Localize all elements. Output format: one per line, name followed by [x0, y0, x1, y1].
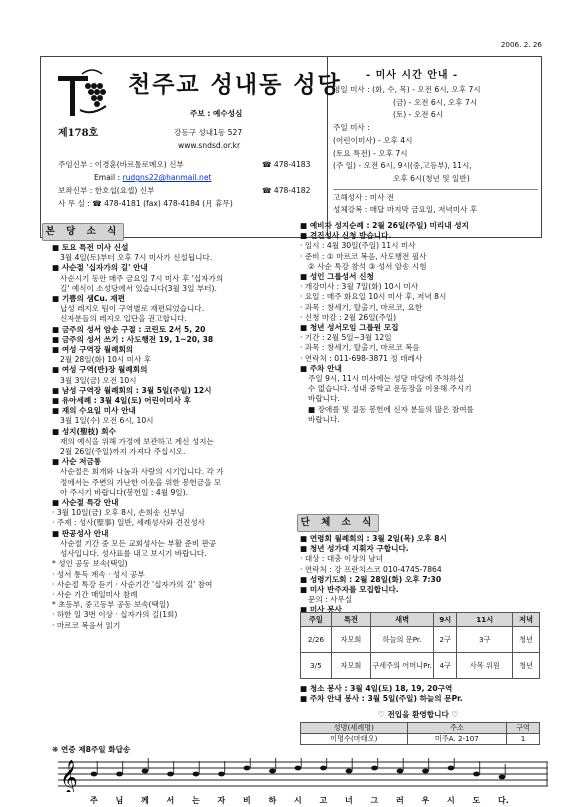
- lyric-syllable: 우: [421, 796, 430, 805]
- table-header: 9시: [434, 613, 457, 627]
- section-parish-news: 본 당 소 식: [42, 223, 124, 241]
- notice-line: · 대상 : 대충 이상의 남녀: [300, 554, 384, 564]
- welcome-cell: 1: [507, 734, 540, 745]
- after-table-notices: [300, 684, 545, 704]
- pastor-phone: ☎ 478-4183: [262, 160, 311, 169]
- mass-title: - 미사 시간 안내 -: [366, 70, 459, 81]
- notice-line: ■ 미사 반주자를 모집합니다.: [300, 585, 399, 595]
- lyric-syllable: 하: [268, 796, 277, 805]
- table-row: [301, 653, 540, 679]
- notice-line: ■ 청년 성서모임 그룹원 모집: [300, 323, 399, 333]
- music-note: [320, 766, 327, 771]
- table-header: 11시: [457, 613, 513, 627]
- table-cell: 4구: [434, 653, 457, 679]
- mass-schedule: [333, 84, 538, 217]
- table-cell: 2/26: [301, 627, 332, 653]
- mass-service-table: [300, 612, 540, 679]
- notice-line: ■ 남성 구역장 월례회의 : 3월 5일(주일) 12시: [52, 385, 212, 395]
- section-group-news: 단 체 소 식: [297, 514, 379, 532]
- notice-line: 문의 : 사무실: [308, 595, 353, 605]
- notice-line: ■ 토요 특전 미사 신설: [52, 243, 129, 252]
- issue-number: 제178호: [58, 128, 99, 139]
- table-cell: 자모회: [331, 653, 370, 679]
- lyric-syllable: 시: [294, 796, 302, 805]
- table-row: [301, 627, 540, 653]
- welcome-cell: 미주A. 2-107: [407, 734, 507, 745]
- music-note: [397, 769, 404, 774]
- lyric-syllable: 비: [243, 796, 251, 805]
- group-news-column: [300, 534, 545, 616]
- notice-line: ■ 주차 안내: [300, 363, 342, 373]
- table-header-row: [301, 613, 540, 627]
- notice-line: 2월 26일(주일)까지 가져다 주십시오.: [60, 447, 186, 457]
- notice-line: 납성 레지오 팀이 구역별로 재편되었습니다.: [60, 304, 205, 314]
- music-note: [116, 772, 123, 777]
- parish-website[interactable]: www.sndsd.or.kr: [178, 141, 241, 150]
- notice-line: ■ 성지(聖枝) 회수: [52, 426, 116, 436]
- notice-line: ■ 미사 봉사: [300, 605, 342, 615]
- notice-line: · 성서 통독 계속 · 성시 공부: [52, 569, 145, 579]
- patron-label: 주보 : 예수성심: [190, 109, 243, 118]
- notices-column: [300, 221, 545, 425]
- music-note: [91, 772, 98, 777]
- notice-line: ■ 사순 저금통: [52, 457, 102, 467]
- assistant-phone: ☎ 478-4182: [262, 186, 311, 195]
- notice-line: 바랍니다.: [308, 414, 340, 424]
- mass-line: 평일 미사 : (화, 수, 목) - 오전 6시, 오후 7시: [333, 85, 481, 94]
- lyric-syllable: 께: [141, 796, 149, 805]
- mass-line: (어린이미사) - 오후 4시: [333, 135, 413, 145]
- notice-line: ■ 유아세례 : 3월 4일(토) 어린이미사 후: [52, 396, 191, 406]
- notice-line: 주일 9시, 11시 미사에는 성당 마당에 주차하실: [308, 374, 465, 384]
- welcome-row: [301, 734, 540, 745]
- notice-line: ■ 연령회 월례회의 : 3월 2일(목) 오후 8시: [300, 534, 447, 543]
- notice-line: · 신청 마감 : 2월 26일(주일): [300, 312, 397, 322]
- table-cell: 사목 위원: [457, 653, 513, 679]
- notice-line: 사순절 기간 중 모든 교회성사는 부활 준비 판공: [60, 538, 217, 548]
- table-header: 주일: [301, 613, 332, 627]
- notice-line: ■ 청년 성가대 지휘자 구합니다.: [300, 544, 409, 554]
- lyric-syllable: 님: [115, 796, 124, 805]
- bulletin-date: 2006. 2. 26: [500, 40, 542, 49]
- table-header: 저녁: [513, 613, 540, 627]
- music-note: [167, 772, 174, 777]
- notice-line: 3월 4일(토)부터 오후 7시 미사가 신설됩니다.: [60, 253, 213, 263]
- notice-line: 성사입니다. 성사표를 내고 보시기 바랍니다.: [60, 549, 207, 559]
- mass-line: 주일 미사 :: [333, 123, 370, 133]
- notice-line: · 하한 일 3번 이상 · 십자가의 길(1회): [52, 610, 178, 620]
- music-note: [448, 766, 455, 771]
- notice-line: ■ 여성 구역(반)장 월례회의: [52, 365, 148, 375]
- notice-line: 아 주시기 바랍니다(봉헌일 : 4월 9일).: [60, 487, 188, 497]
- pastor-info: 주임신부 : 이경훈(바르톨로메오) 신부: [58, 160, 184, 169]
- notice-line: · 일시 : 4월 30일(주일) 11시 미사: [300, 241, 416, 251]
- notice-line: ■ 견진성사 신청 받습니다.: [300, 231, 392, 241]
- table-header: 특전: [331, 613, 370, 627]
- notice-line: * 초등부, 중고등부 공동 보속(택일): [52, 600, 170, 610]
- welcome-header: 구역: [507, 723, 540, 734]
- lyric-syllable: 서: [166, 796, 175, 805]
- lyric-syllable: 는: [192, 796, 200, 805]
- mass-line: 성체강복 : 매달 마지막 금요일, 저녁미사 후: [333, 205, 478, 215]
- notice-line: 정에서는 주변의 가난한 이웃을 위한 봉헌금을 모: [60, 477, 222, 487]
- notice-line: ■ 장애를 및 질동 봉헌에 신자 분들의 많은 참여를: [308, 404, 474, 414]
- music-note: [142, 769, 149, 774]
- notice-line: 3월 1일(수) 오전 6시, 10시: [60, 416, 154, 426]
- notice-line: * 성인 공동 보속(택일): [52, 559, 128, 569]
- music-note: [371, 766, 378, 771]
- notice-line: 3월 3일(금) 오전 10시: [60, 375, 137, 385]
- welcome-title: ♡ 전입을 환영합니다 ♡: [378, 710, 459, 719]
- music-note: [269, 769, 276, 774]
- notice-line: · 과목 : 창세기, 탈출기, 마르코, 요한: [300, 302, 423, 312]
- table-cell: 3/5: [301, 653, 332, 679]
- notice-line: 바랍니다.: [308, 394, 340, 404]
- notice-line: ■ 사순절 특강 안내: [52, 498, 119, 508]
- notice-line: ■ 청소 봉사 : 3월 4일(토) 18, 19, 20구역: [300, 684, 453, 693]
- notice-line: · 3월 10일(금) 오후 8시, 손희송 신부님: [52, 508, 185, 518]
- music-note: [295, 766, 302, 771]
- welcome-header: 주소: [407, 723, 507, 734]
- notice-line: · 요일 : 매주 화요일 10시 미사 후, 저녁 8시: [300, 292, 447, 302]
- notice-line: 신자분들의 레지오 입단을 권고합니다.: [60, 314, 188, 324]
- notice-line: 길' 예식이 소성당에서 있습니다(3월 3일 부터).: [60, 283, 217, 293]
- notice-line: ■ 주차 안내 봉사 : 3월 5일(주일) 하늘의 문Pr.: [300, 694, 463, 704]
- notice-line: 사순시기 동안 매주 금요일 7시 미사 후 '십자가의: [60, 273, 224, 283]
- lyric-syllable: 시: [447, 796, 455, 805]
- notice-line: · 연락처 : 011-698-3871 정 데레사: [300, 353, 423, 363]
- lyric-syllable: 자: [217, 796, 226, 805]
- notice-line: 수 없습니다. 성내 중학교 운동장을 이용해 주시기: [308, 384, 472, 394]
- mass-line: (주 일) - 오전 6시, 9시(중,고등부), 11시,: [333, 161, 472, 171]
- parish-logo: [52, 66, 112, 122]
- music-note: [473, 772, 480, 777]
- music-staff: [58, 758, 548, 792]
- music-note: [346, 769, 353, 774]
- parish-title: 천주교 성내동 성당: [128, 71, 342, 98]
- mass-line: (토요 특전) - 오후 7시: [333, 148, 408, 158]
- music-note: [244, 766, 251, 771]
- table-header: 새벽: [371, 613, 434, 627]
- table-cell: 2구: [434, 627, 457, 653]
- notice-line: ■ 재의 수요일 미사 안내: [52, 406, 136, 416]
- office-info: 사 무 실 : ☎ 478-4181 (fax) 478-4184 (月 휴무): [58, 199, 233, 208]
- parish-address: 강동구 성내1동 527: [174, 128, 243, 137]
- notice-line: · 기간 : 2월 5일~3월 12일: [300, 333, 392, 343]
- notice-line: 2월 28일(화) 10시 미사 후: [60, 355, 152, 365]
- music-note: [193, 772, 200, 777]
- welcome-header: 성명(세례명): [301, 723, 408, 734]
- notice-line: ■ 예비자 성지순례 : 2월 26일(주일) 미리내 성지: [300, 221, 469, 230]
- notice-line: · 마르코 복음서 읽기: [52, 620, 121, 630]
- lyric-syllable: 도: [472, 796, 481, 805]
- notice-line: · 연락처 : 강 프란치스코 010-4745-7864: [300, 564, 442, 574]
- welcome-table: [300, 722, 540, 745]
- lyric-syllable: 러: [396, 796, 404, 805]
- email-link[interactable]: rudgns22@hanmail.net: [122, 173, 212, 182]
- notice-line: ■ 금주의 성서 쓰기 : 사도행전 19, 1~20, 38: [52, 334, 214, 344]
- notice-line: 재의 예식을 위해 가정에 보관하고 계신 성지는: [60, 436, 214, 446]
- mass-line: (토) - 오전 6시: [393, 110, 444, 120]
- notice-line: ■ 기쁨의 샘Cu. 재편: [52, 294, 125, 304]
- table-cell: 자모회: [331, 627, 370, 653]
- table-cell: 청년: [513, 627, 540, 653]
- notice-line: ② 사순 특강 참석 ③ 성서 암송 시험: [308, 261, 427, 271]
- lyric-syllable: 너: [345, 796, 353, 805]
- music-note: [218, 772, 225, 777]
- email-label: Email :: [94, 173, 123, 182]
- table-cell: 구세주의 어머니Pr.: [371, 653, 434, 679]
- svg-text:𝄞: 𝄞: [60, 760, 78, 792]
- notice-line: ■ 금주의 성서 암송 구절 : 코린토 2서 5, 20: [52, 324, 206, 334]
- lyric-syllable: 주: [90, 796, 98, 805]
- lyric-syllable: 고: [319, 796, 328, 805]
- welcome-cell: 이명수(마태오): [301, 734, 408, 745]
- lyric-syllable: 다.: [498, 796, 509, 805]
- lyric-syllable: 그: [370, 796, 379, 805]
- notice-line: · 준비 : ① 마르코 복음, 사도행전 필사: [300, 251, 427, 261]
- music-note: [499, 775, 506, 780]
- notice-line: ■ 성인 그룹성서 신청: [300, 272, 374, 282]
- assistant-info: 보좌신부 : 한호섭(요셉) 신부: [58, 186, 155, 195]
- table-cell: 3구: [457, 627, 513, 653]
- notice-line: · 사순 기간 매일미사 참례: [52, 589, 138, 599]
- notice-line: ■ 성령기도회 : 2월 28일(화) 오후 7:30: [300, 574, 442, 584]
- notice-line: 사순절은 회개와 나눔과 사랑의 시기입니다. 각 가: [60, 467, 224, 477]
- parish-news-column: [52, 243, 287, 631]
- mass-line: (금) - 오전 6시, 오후 7시: [393, 97, 478, 107]
- table-cell: 청년: [513, 653, 540, 679]
- notice-line: ■ 여성 구역장 월례회의: [52, 345, 134, 355]
- email-line: [94, 173, 212, 183]
- hymn-title: ❋ 연중 제8주일 화답송: [52, 745, 131, 754]
- table-cell: 하늘의 문Pr.: [371, 627, 434, 653]
- music-note: [422, 769, 429, 774]
- notice-line: · 개강미사 : 3월 7일(화) 10시 미사: [300, 282, 419, 292]
- notice-line: ■ 사순절 '십자가의 길' 안내: [52, 263, 148, 273]
- mass-line: 오후 6시(청년 및 일반): [393, 173, 470, 183]
- notice-line: ■ 판공성사 안내: [52, 528, 109, 538]
- notice-line: · 사순절 특강 듣기 · 사순기간 '십자가의 길' 참여: [52, 579, 213, 589]
- mass-line: 고해성사 : 미사 전: [333, 189, 538, 205]
- notice-line: · 주제 : 성사(聖事) 일반, 세례성사와 견진성사: [52, 518, 206, 528]
- hymn-lyrics: [90, 795, 530, 807]
- welcome-header-row: [301, 723, 540, 734]
- notice-line: · 과목 : 창세기, 탈출기, 마르코 복음: [300, 343, 420, 353]
